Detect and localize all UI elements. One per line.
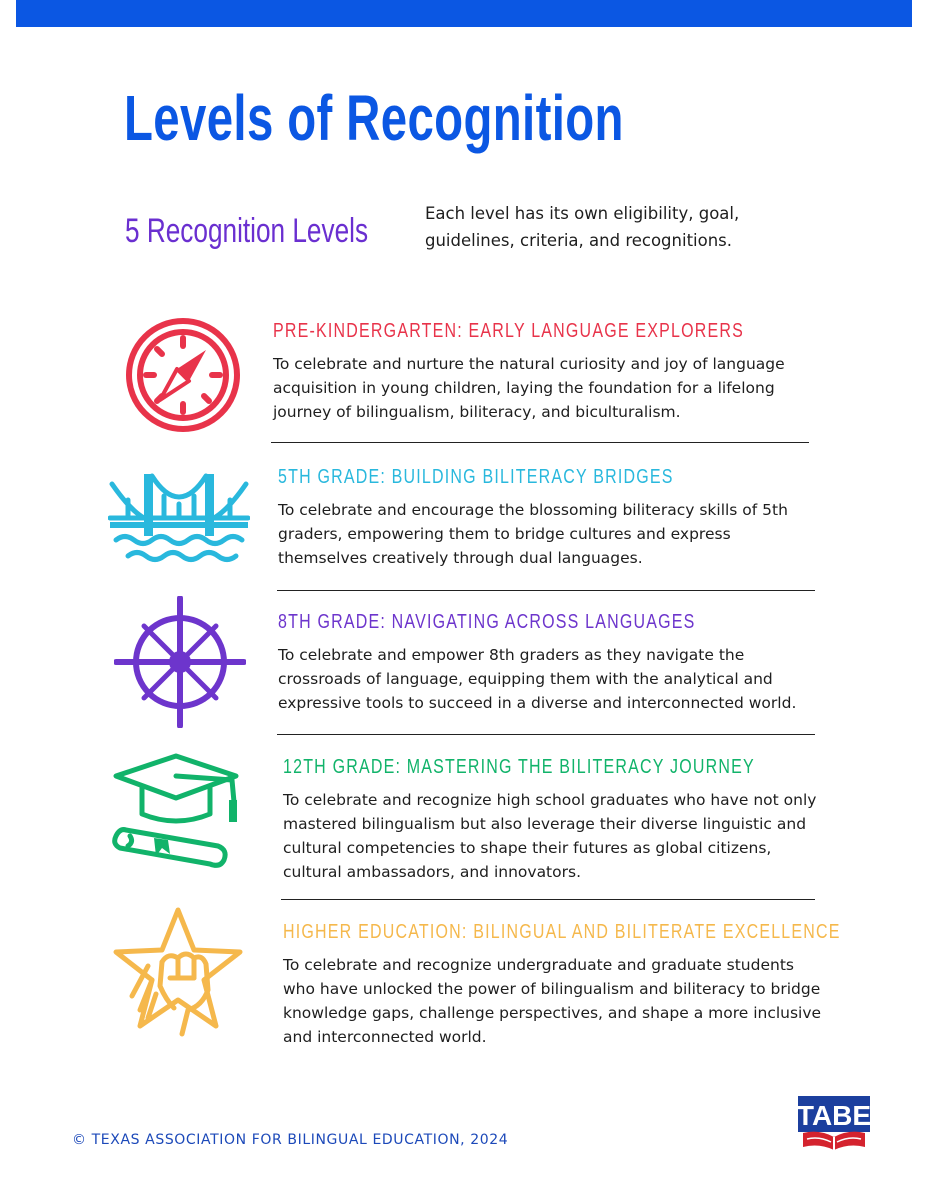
level-description: To celebrate and encourage the blossoming biliteracy skills of 5th graders, empowering them to bridge cultures and express themselves creatively through dual languages. — [278, 501, 788, 567]
level-title: PRE-KINDERGARTEN: EARLY LANGUAGE EXPLORERS — [273, 320, 744, 342]
level-8th-grade — [278, 609, 818, 715]
divider — [277, 734, 815, 735]
level-description: To celebrate and nurture the natural curiosity and joy of language acquisition in young children, laying the foundation for a lifelong journey of bilingualism, biliteracy, and biculturalism. — [273, 355, 785, 421]
page-title: Levels of Recognition — [124, 82, 624, 154]
compass-icon — [124, 316, 242, 434]
level-title: HIGHER EDUCATION: BILINGUAL AND BILITERATE EXCELLENCE — [283, 921, 841, 943]
copyright-footer: © TEXAS ASSOCIATION FOR BILINGUAL EDUCATION, 2024 — [72, 1132, 509, 1148]
level-prek — [273, 318, 813, 424]
level-description: To celebrate and recognize high school graduates who have not only mastered bilingualism but also leverage their diverse linguistic and cultural competencies to shape their futures as global citizens, cultural ambassadors, and innovators. — [283, 791, 817, 881]
level-higher-education — [283, 919, 841, 1049]
bridge-icon — [108, 470, 250, 566]
star-fist-icon — [110, 906, 246, 1038]
graduation-cap-diploma-icon — [110, 750, 244, 870]
tabe-logo — [797, 1095, 871, 1151]
level-12th-grade — [283, 754, 823, 884]
ship-wheel-icon — [114, 596, 246, 728]
level-title: 8TH GRADE: NAVIGATING ACROSS LANGUAGES — [278, 611, 696, 633]
intro-text: Each level has its own eligibility, goal, guidelines, criteria, and recognitions. — [425, 204, 740, 250]
section-subtitle: 5 Recognition Levels — [125, 212, 369, 250]
level-5th-grade — [278, 464, 818, 570]
level-title: 5TH GRADE: BUILDING BILITERACY BRIDGES — [278, 466, 674, 488]
level-title: 12TH GRADE: MASTERING THE BILITERACY JOURNEY — [283, 756, 755, 778]
divider — [277, 590, 815, 591]
level-description: To celebrate and empower 8th graders as they navigate the crossroads of language, equipping them with the analytical and expressive tools to succeed in a diverse and interconnected world. — [278, 646, 797, 712]
top-accent-bar — [16, 0, 912, 27]
level-description: To celebrate and recognize undergraduate and graduate students who have unlocked the power of bilingualism and biliteracy to bridge knowledge gaps, challenge perspectives, and shape a more inclusive and interconnected world. — [283, 956, 822, 1046]
divider — [281, 899, 815, 900]
divider — [271, 442, 809, 443]
logo-text: TABE — [797, 1100, 871, 1131]
